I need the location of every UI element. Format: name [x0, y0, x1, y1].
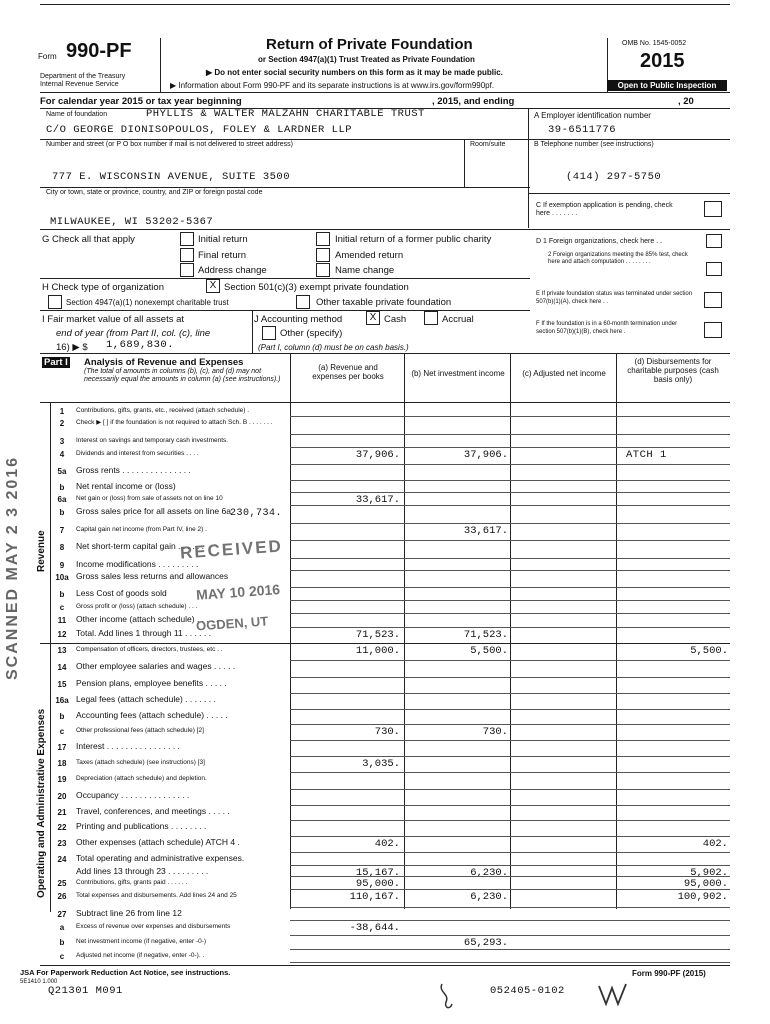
row-number: 6a — [57, 495, 67, 504]
row-label: Contributions, gifts, grants, etc., received (attach schedule) . — [76, 407, 250, 414]
row-number: 5a — [57, 467, 67, 476]
cell-net-investment: 33,617. — [463, 525, 508, 537]
table-row — [50, 741, 730, 757]
other-method-checkbox[interactable] — [262, 326, 276, 340]
cell-net-investment: 6,230. — [470, 867, 508, 879]
row-label: Other employee salaries and wages . . . . . — [76, 662, 236, 671]
table-row — [50, 541, 730, 559]
row-number: a — [59, 923, 65, 932]
i-line1: I Fair market value of all assets at — [42, 314, 185, 325]
row-number: 11 — [57, 616, 67, 625]
row-label: Occupancy . . . . . . . . . . . . . . . — [76, 791, 190, 800]
tax-year: 2015 — [640, 50, 685, 72]
received-date-stamp: MAY 10 2016 — [195, 581, 281, 603]
row-number: 18 — [57, 759, 67, 768]
cell-disbursements: 95,000. — [683, 878, 728, 890]
cell-disbursements: 100,902. — [677, 891, 728, 903]
table-row — [50, 571, 730, 588]
g-opt3: Final return — [198, 250, 247, 261]
cell-net-investment: 5,500. — [470, 645, 508, 657]
cell-revenue-books: 37,906. — [355, 449, 400, 461]
row-label: Interest on savings and temporary cash investments. — [76, 437, 229, 444]
received-stamp: RECEIVED — [179, 536, 284, 563]
room-label: Room/suite — [470, 141, 506, 148]
table-row — [50, 417, 730, 435]
part1-tag: Part I — [44, 357, 68, 368]
row-number: b — [59, 712, 65, 721]
table-row — [50, 837, 730, 853]
table-row — [50, 524, 730, 541]
footer-left-code: Q21301 M091 — [48, 985, 123, 997]
j-note: (Part I, column (d) must be on cash basis.) — [258, 343, 409, 352]
g-amended-checkbox[interactable] — [316, 248, 330, 262]
i-line2: end of year (from Part II, col. (c), line — [56, 328, 211, 339]
table-row — [50, 790, 730, 806]
row-label: Total expenses and disbursements. Add lines 24 and 25 — [76, 892, 237, 899]
handwritten-initial-mark — [436, 980, 460, 1014]
accrual-checkbox[interactable] — [424, 311, 438, 325]
cell-disbursements: 5,902. — [690, 867, 728, 879]
street-value: 777 E. WISCONSIN AVENUE, SUITE 3500 — [52, 171, 291, 183]
cell-revenue-books: 110,167. — [349, 891, 400, 903]
row-number: 27 — [57, 910, 67, 919]
row-number: 26 — [57, 892, 67, 901]
row-label: Less Cost of goods sold — [76, 589, 167, 598]
col-c-header: (c) Adjusted net income — [522, 369, 606, 378]
open-public-badge: Open to Public Inspection — [607, 80, 727, 91]
row-label: Taxes (attach schedule) (see instructions) [3] — [76, 759, 205, 766]
accrual-label: Accrual — [442, 314, 474, 325]
table-row — [50, 628, 730, 644]
dept-treasury: Department of the Treasury — [40, 73, 126, 80]
table-row — [50, 710, 730, 725]
h-opt1: Section 501(c)(3) exempt private foundation — [224, 282, 409, 293]
row-number: 7 — [59, 526, 65, 535]
handwritten-signature-mark — [596, 980, 630, 1010]
d2-checkbox[interactable] — [706, 262, 722, 276]
g-initial-former-checkbox[interactable] — [316, 232, 330, 246]
form-prefix: Form — [38, 52, 57, 61]
g-opt5: Address change — [198, 265, 267, 276]
f-checkbox[interactable] — [704, 322, 722, 338]
ogden-stamp: OGDEN, UT — [195, 613, 269, 634]
cell-revenue-books: 95,000. — [355, 878, 400, 890]
h-opt2: Section 4947(a)(1) nonexempt charitable trust — [66, 298, 229, 307]
h-other-taxable-checkbox[interactable] — [296, 295, 310, 309]
row-number: 25 — [57, 879, 67, 888]
row-label: Gross sales less returns and allowances — [76, 572, 229, 581]
row-number: c — [59, 603, 65, 612]
g-opt2: Initial return of a former public charity — [335, 234, 492, 245]
form-subtitle: or Section 4947(a)(1) Trust Treated as Private Foundation — [258, 55, 475, 64]
footer-jsa: JSA For Paperwork Reduction Act Notice, see instructions. — [20, 968, 231, 977]
form-title: Return of Private Foundation — [266, 36, 473, 53]
notice-info: ▶ Information about Form 990-PF and its separate instructions is at www.irs.gov/form990pf. — [170, 81, 495, 90]
cell-net-investment: 6,230. — [470, 891, 508, 903]
d1-label: D 1 Foreign organizations, check here . . — [536, 238, 663, 245]
row-label: Contributions, gifts, grants paid . . . . . . — [76, 879, 188, 886]
table-row — [50, 773, 730, 790]
g-label: G Check all that apply — [42, 234, 135, 245]
row-label: Pension plans, employee benefits . . . . . — [76, 679, 227, 688]
row-label: Dividends and interest from securities . . . . — [76, 450, 199, 457]
row-number: b — [59, 483, 65, 492]
row-label: Total. Add lines 1 through 11 . . . . . . — [76, 629, 211, 638]
table-row — [50, 806, 730, 821]
row-label: Gross profit or (loss) (attach schedule) . . . — [76, 603, 198, 610]
row-label: Interest . . . . . . . . . . . . . . . . — [76, 742, 180, 751]
row-number: b — [59, 508, 65, 517]
row-number: 23 — [57, 839, 67, 848]
revenue-side-label: Revenue — [36, 530, 47, 572]
form-number: 990-PF — [66, 40, 132, 62]
g-address-change-checkbox[interactable] — [180, 263, 194, 277]
phone-value: (414) 297-5750 — [566, 171, 662, 183]
omb-number: OMB No. 1545-0052 — [622, 40, 687, 47]
row-number: 14 — [57, 663, 67, 672]
cell-disbursements: 402. — [702, 838, 728, 850]
row-label: Printing and publications . . . . . . . . — [76, 822, 207, 831]
row-number: c — [59, 952, 65, 961]
cash-label: Cash — [384, 314, 407, 325]
d2-label: 2 Foreign organizations meeting the 85% test, check here and attach computation . . . . . . . . — [548, 252, 688, 265]
g-name-change-checkbox[interactable] — [316, 263, 330, 277]
cell-revenue-books: 3,035. — [362, 758, 400, 770]
row-number: 19 — [57, 775, 67, 784]
g-opt4: Amended return — [335, 250, 404, 261]
col-a-header: (a) Revenue and expenses per books — [312, 363, 384, 381]
cell-revenue-books: -38,644. — [349, 922, 400, 934]
row-label: Gross rents . . . . . . . . . . . . . . . — [76, 466, 191, 475]
h-label: H Check type of organization — [42, 282, 164, 293]
row-number: 16a — [55, 696, 69, 705]
table-row — [50, 921, 730, 936]
row-label: Net short-term capital gain . . . . . . — [76, 542, 205, 551]
part1-title: Analysis of Revenue and Expenses — [84, 357, 244, 368]
ein-value: 39-6511776 — [548, 124, 617, 136]
row-label: Capital gain net income (from Part IV, line 2) . — [76, 526, 207, 533]
h-4947-checkbox[interactable] — [48, 295, 62, 309]
expenses-side-label: Operating and Administrative Expenses — [36, 708, 47, 898]
part1-desc: (The total of amounts in columns (b), (c), and (d) may not necessarily equal the amounts in column (a) (see instructions).) — [84, 368, 281, 383]
col-d-header: (d) Disbursements for charitable purposes (cash basis only) — [627, 357, 719, 384]
calendar-mid: , 2015, and ending — [432, 96, 515, 107]
g-initial-return-checkbox[interactable] — [180, 232, 194, 246]
scanned-stamp: SCANNED MAY 2 3 2016 — [4, 455, 21, 680]
row-divider — [290, 962, 730, 963]
row-label: Total operating and administrative expenses. — [76, 854, 245, 863]
row-number: 24 — [57, 855, 67, 864]
row-number: b — [59, 938, 65, 947]
table-row — [50, 506, 730, 524]
row-label: Other income (attach schedule) . . . . . — [76, 615, 219, 624]
row-label: Excess of revenue over expenses and disbursements — [76, 923, 231, 930]
city-value: MILWAUKEE, WI 53202-5367 — [50, 216, 214, 228]
row-label: Income modifications . . . . . . . . . — [76, 560, 199, 569]
irs-label: Internal Revenue Service — [40, 81, 119, 88]
city-label: City or town, state or province, country, and ZIP or foreign postal code — [46, 189, 263, 196]
row-number: 10a — [55, 573, 69, 582]
footer-form-name: Form 990-PF (2015) — [632, 969, 706, 978]
row-number: 8 — [59, 543, 65, 552]
cell-net-investment: 65,293. — [463, 937, 508, 949]
c-label: C If exemption application is pending, check here . . . . . . . — [536, 202, 673, 217]
fmv-value: 1,689,830. — [106, 339, 175, 351]
footer-code: 5E1410 1.000 — [20, 979, 58, 985]
table-row — [50, 890, 730, 908]
table-row — [50, 694, 730, 710]
table-row — [50, 661, 730, 678]
line6b-value: 230,734. — [230, 508, 283, 519]
row-number: 22 — [57, 823, 67, 832]
phone-label: B Telephone number (see instructions) — [534, 141, 654, 148]
g-opt1: Initial return — [198, 234, 248, 245]
cell-revenue-books: 730. — [374, 726, 400, 738]
i-line3: 16) ▶ $ — [56, 342, 88, 353]
d1-checkbox[interactable] — [706, 234, 722, 248]
table-row — [50, 757, 730, 773]
table-row — [50, 465, 730, 481]
row-number: 15 — [57, 680, 67, 689]
g-opt6: Name change — [335, 265, 395, 276]
row-number: 13 — [57, 646, 67, 655]
row-number: 1 — [59, 407, 65, 416]
cell-net-investment: 37,906. — [463, 449, 508, 461]
row-number: 9 — [59, 561, 65, 570]
cash-checkbox[interactable]: X — [366, 311, 380, 325]
table-row — [50, 821, 730, 837]
row-label: Subtract line 26 from line 12 — [76, 909, 182, 918]
h-opt3: Other taxable private foundation — [316, 297, 452, 308]
cell-revenue-books: 402. — [374, 838, 400, 850]
e-label: E If private foundation status was terminated under section 507(b)(1)(A), check here . . — [536, 291, 693, 305]
g-final-return-checkbox[interactable] — [180, 248, 194, 262]
col-b-header: (b) Net investment income — [411, 369, 505, 378]
row-label: Legal fees (attach schedule) . . . . . . . — [76, 695, 216, 704]
footer-mid-code: 052405-0102 — [490, 985, 565, 997]
foundation-name2: C/O GEORGE DIONISOPOULOS, FOLEY & LARDNER LLP — [46, 124, 353, 136]
row-number: 3 — [59, 437, 65, 446]
foundation-name: PHYLLIS & WALTER MALZAHN CHARITABLE TRUST — [146, 108, 425, 120]
calendar-label: For calendar year 2015 or tax year beginning — [40, 96, 242, 107]
street-label: Number and street (or P O box number if mail is not delivered to street address) — [46, 141, 293, 148]
table-row — [50, 448, 730, 465]
cell-revenue-books: 11,000. — [355, 645, 400, 657]
row-label: Net gain or (loss) from sale of assets not on line 10 — [76, 495, 223, 502]
row-label: Other professional fees (attach schedule) [2] — [76, 727, 204, 734]
notice-ssn: ▶ Do not enter social security numbers on this form as it may be made public. — [206, 68, 503, 77]
f-label: F If the foundation is in a 60-month termination under section 507(b)(1)(B), check here . — [536, 321, 678, 335]
row-label: Compensation of officers, directors, trustees, etc . . — [76, 646, 223, 653]
c-checkbox[interactable] — [704, 201, 722, 217]
row-number: 2 — [59, 419, 65, 428]
row-number: 12 — [57, 630, 67, 639]
row-label: Travel, conferences, and meetings . . . . . — [76, 807, 230, 816]
table-row — [50, 936, 730, 950]
row-number: b — [59, 590, 65, 599]
row-number: 17 — [57, 743, 67, 752]
row-label: Gross sales price for all assets on line 6a — [76, 507, 231, 516]
cell-revenue-books: 33,617. — [355, 494, 400, 506]
row-label: Add lines 13 through 23 . . . . . . . . . — [76, 867, 209, 876]
other-method-label: Other (specify) — [280, 328, 343, 339]
cell-revenue-books: 71,523. — [355, 629, 400, 641]
cell-revenue-books: 15,167. — [355, 867, 400, 879]
row-label: Net investment income (if negative, enter -0-) — [76, 938, 207, 945]
cell-net-investment: 730. — [482, 726, 508, 738]
table-row — [50, 678, 730, 694]
j-label: J Accounting method — [254, 314, 343, 325]
ein-label: A Employer identification number — [534, 111, 651, 120]
row-number: c — [59, 727, 65, 736]
row-label: Depreciation (attach schedule) and depletion. — [76, 775, 207, 782]
table-row — [50, 644, 730, 661]
row-label: Net rental income or (loss) — [76, 482, 176, 491]
section-divider — [40, 643, 730, 644]
cell-disbursements: ATCH 1 — [626, 449, 667, 461]
row-label: Other expenses (attach schedule) ATCH 4 . — [76, 838, 240, 847]
cell-net-investment: 71,523. — [463, 629, 508, 641]
cell-disbursements: 5,500. — [690, 645, 728, 657]
row-label: Check ▶ [ ] if the foundation is not required to attach Sch. B . . . . . . . — [76, 419, 273, 426]
row-number: 4 — [59, 450, 65, 459]
name-label: Name of foundation — [46, 111, 108, 118]
row-number: 21 — [57, 808, 67, 817]
row-label: Accounting fees (attach schedule) . . . . . — [76, 711, 228, 720]
h-501c3-checkbox[interactable]: X — [206, 279, 220, 293]
table-row — [50, 614, 730, 628]
table-row — [50, 725, 730, 741]
row-label: Adjusted net income (if negative, enter -0-). . — [76, 952, 205, 959]
row-number: 20 — [57, 792, 67, 801]
e-checkbox[interactable] — [704, 292, 722, 308]
calendar-end: , 20 — [678, 96, 694, 107]
top-rule — [40, 4, 730, 5]
